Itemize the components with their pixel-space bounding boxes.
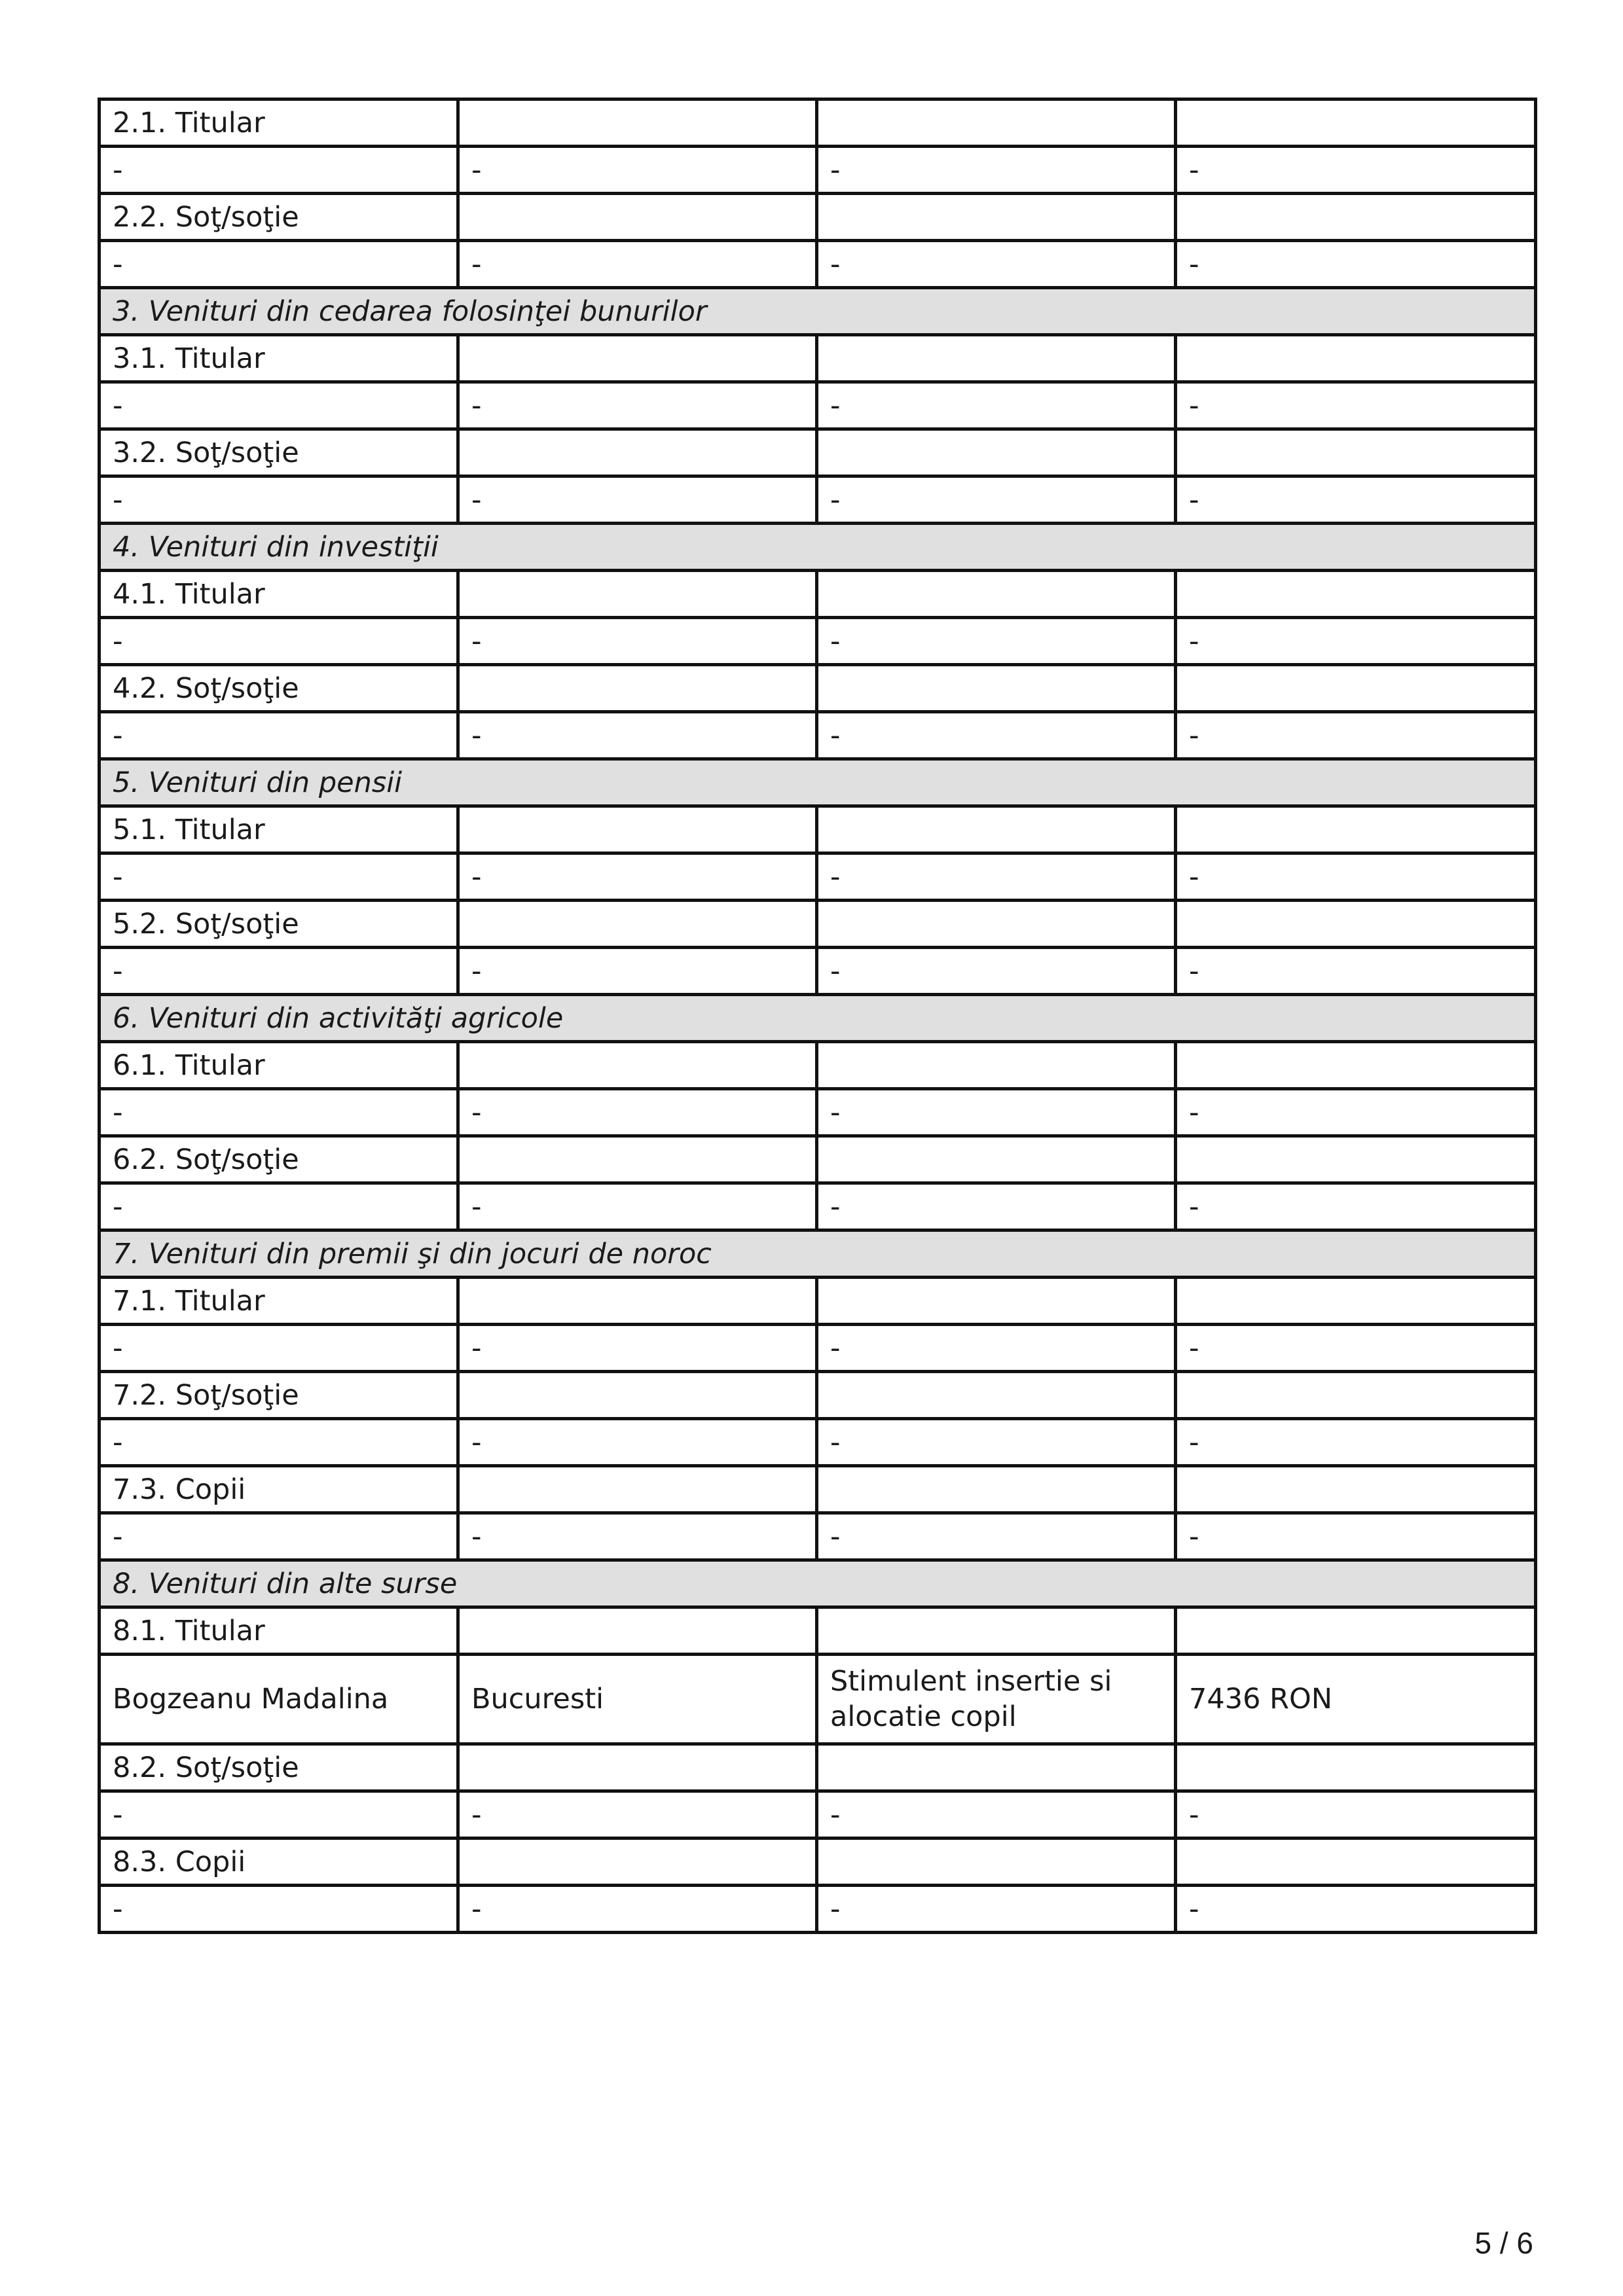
- table-cell: -: [458, 1325, 817, 1372]
- table-cell: -: [817, 1089, 1176, 1136]
- table-cell: -: [458, 147, 817, 194]
- subsection-label: 7.1. Titular: [100, 1278, 458, 1325]
- empty-cell: [817, 665, 1176, 712]
- subsection-label: 6.1. Titular: [100, 1042, 458, 1089]
- table-cell: -: [1176, 1419, 1536, 1466]
- empty-cell: [458, 901, 817, 948]
- table-cell: -: [817, 476, 1176, 524]
- subsection-label: 2.1. Titular: [100, 99, 458, 147]
- empty-cell: [817, 194, 1176, 241]
- table-cell: -: [100, 1325, 458, 1372]
- table-cell: -: [458, 1183, 817, 1230]
- empty-cell: [1176, 665, 1536, 712]
- section-header-row: [100, 288, 1536, 335]
- table-cell: Bucuresti: [458, 1655, 817, 1744]
- empty-cell: [1176, 571, 1536, 618]
- empty-cell: [817, 99, 1176, 147]
- section-header-row: [100, 1560, 1536, 1607]
- table-cell: -: [817, 241, 1176, 288]
- table-row: [100, 853, 1536, 901]
- subsection-label: 8.1. Titular: [100, 1607, 458, 1655]
- table-cell: -: [458, 1791, 817, 1839]
- section-title: 5. Venituri din pensii: [100, 759, 1536, 806]
- empty-cell: [458, 99, 817, 147]
- empty-cell: [817, 335, 1176, 382]
- table-row: [100, 1419, 1536, 1466]
- table-cell: -: [1176, 382, 1536, 429]
- empty-cell: [1176, 1042, 1536, 1089]
- table-cell: -: [1176, 1089, 1536, 1136]
- empty-cell: [458, 1042, 817, 1089]
- table-cell: -: [1176, 241, 1536, 288]
- section-title: 6. Venituri din activităţi agricole: [100, 995, 1536, 1042]
- section-title: 3. Venituri din cedarea folosinţei bunurilor: [100, 288, 1536, 335]
- table-cell: -: [100, 382, 458, 429]
- empty-cell: [1176, 335, 1536, 382]
- table-cell: -: [458, 712, 817, 759]
- subsection-label-row: [100, 429, 1536, 476]
- subsection-label-row: [100, 1744, 1536, 1791]
- table-row: [100, 1325, 1536, 1372]
- table-cell: -: [817, 1513, 1176, 1560]
- empty-cell: [458, 806, 817, 853]
- table-cell: -: [458, 1886, 817, 1933]
- subsection-label-row: [100, 1607, 1536, 1655]
- empty-cell: [817, 806, 1176, 853]
- table-cell: -: [100, 1089, 458, 1136]
- table-cell: Stimulent insertie si alocatie copil: [817, 1655, 1176, 1744]
- table-cell: -: [100, 853, 458, 901]
- empty-cell: [817, 1372, 1176, 1419]
- subsection-label: 7.3. Copii: [100, 1466, 458, 1513]
- table-row: [100, 618, 1536, 665]
- table-row: [100, 948, 1536, 995]
- subsection-label-row: [100, 1278, 1536, 1325]
- table-row: [100, 241, 1536, 288]
- table-cell: -: [458, 476, 817, 524]
- table-cell: -: [100, 1886, 458, 1933]
- table-cell: -: [458, 618, 817, 665]
- empty-cell: [1176, 1744, 1536, 1791]
- table-cell: -: [100, 1513, 458, 1560]
- empty-cell: [458, 571, 817, 618]
- subsection-label: 4.1. Titular: [100, 571, 458, 618]
- subsection-label: 5.2. Soţ/soţie: [100, 901, 458, 948]
- subsection-label-row: [100, 1136, 1536, 1183]
- empty-cell: [1176, 901, 1536, 948]
- subsection-label: 2.2. Soţ/soţie: [100, 194, 458, 241]
- subsection-label: 4.2. Soţ/soţie: [100, 665, 458, 712]
- empty-cell: [817, 1839, 1176, 1886]
- empty-cell: [1176, 194, 1536, 241]
- empty-cell: [458, 194, 817, 241]
- section-header-row: [100, 524, 1536, 571]
- table-cell: -: [1176, 618, 1536, 665]
- empty-cell: [1176, 1466, 1536, 1513]
- section-title: 7. Venituri din premii şi din jocuri de noroc: [100, 1230, 1536, 1278]
- subsection-label: 6.2. Soţ/soţie: [100, 1136, 458, 1183]
- table-cell: -: [817, 1183, 1176, 1230]
- table-cell: -: [817, 853, 1176, 901]
- income-table-body: [100, 99, 1536, 1933]
- subsection-label-row: [100, 1372, 1536, 1419]
- table-cell: -: [817, 382, 1176, 429]
- table-cell: -: [458, 1419, 817, 1466]
- empty-cell: [817, 901, 1176, 948]
- section-header-row: [100, 1230, 1536, 1278]
- table-cell: -: [458, 948, 817, 995]
- empty-cell: [1176, 429, 1536, 476]
- table-cell: -: [1176, 712, 1536, 759]
- table-cell: -: [1176, 1886, 1536, 1933]
- empty-cell: [817, 1042, 1176, 1089]
- empty-cell: [1176, 1372, 1536, 1419]
- empty-cell: [458, 1466, 817, 1513]
- table-row: [100, 382, 1536, 429]
- table-cell: -: [458, 241, 817, 288]
- empty-cell: [817, 1466, 1176, 1513]
- section-header-row: [100, 759, 1536, 806]
- empty-cell: [458, 1839, 817, 1886]
- table-cell: -: [817, 1325, 1176, 1372]
- empty-cell: [817, 571, 1176, 618]
- page-number: 5 / 6: [1474, 2226, 1533, 2260]
- table-cell: -: [1176, 948, 1536, 995]
- table-cell: -: [817, 1419, 1176, 1466]
- empty-cell: [458, 665, 817, 712]
- table-row: [100, 1089, 1536, 1136]
- table-cell: -: [1176, 1791, 1536, 1839]
- empty-cell: [1176, 806, 1536, 853]
- section-title: 4. Venituri din investiţii: [100, 524, 1536, 571]
- table-cell: -: [817, 1791, 1176, 1839]
- subsection-label-row: [100, 665, 1536, 712]
- subsection-label: 3.2. Soţ/soţie: [100, 429, 458, 476]
- subsection-label-row: [100, 335, 1536, 382]
- subsection-label-row: [100, 571, 1536, 618]
- subsection-label-row: [100, 806, 1536, 853]
- subsection-label: 5.1. Titular: [100, 806, 458, 853]
- table-cell: -: [817, 618, 1176, 665]
- empty-cell: [1176, 1136, 1536, 1183]
- table-cell: -: [100, 948, 458, 995]
- table-row: [100, 1655, 1536, 1744]
- empty-cell: [817, 1278, 1176, 1325]
- section-title: 8. Venituri din alte surse: [100, 1560, 1536, 1607]
- table-cell: -: [100, 241, 458, 288]
- table-cell: -: [458, 1513, 817, 1560]
- table-row: [100, 1513, 1536, 1560]
- table-row: [100, 1791, 1536, 1839]
- empty-cell: [817, 1136, 1176, 1183]
- subsection-label: 7.2. Soţ/soţie: [100, 1372, 458, 1419]
- table-row: [100, 1886, 1536, 1933]
- income-table: [98, 98, 1537, 1934]
- subsection-label-row: [100, 901, 1536, 948]
- subsection-label: 8.3. Copii: [100, 1839, 458, 1886]
- table-cell: -: [1176, 1325, 1536, 1372]
- table-cell: -: [458, 1089, 817, 1136]
- table-cell: -: [1176, 147, 1536, 194]
- empty-cell: [458, 1372, 817, 1419]
- table-cell: Bogzeanu Madalina: [100, 1655, 458, 1744]
- subsection-label-row: [100, 99, 1536, 147]
- table-cell: -: [100, 147, 458, 194]
- empty-cell: [458, 429, 817, 476]
- table-cell: -: [1176, 1183, 1536, 1230]
- table-cell: -: [100, 1791, 458, 1839]
- table-row: [100, 147, 1536, 194]
- subsection-label-row: [100, 194, 1536, 241]
- subsection-label: 8.2. Soţ/soţie: [100, 1744, 458, 1791]
- empty-cell: [1176, 1839, 1536, 1886]
- empty-cell: [1176, 99, 1536, 147]
- empty-cell: [458, 1136, 817, 1183]
- table-cell: -: [100, 1419, 458, 1466]
- table-row: [100, 712, 1536, 759]
- empty-cell: [817, 1607, 1176, 1655]
- subsection-label: 3.1. Titular: [100, 335, 458, 382]
- table-cell: -: [100, 618, 458, 665]
- table-cell: -: [817, 1886, 1176, 1933]
- table-row: [100, 476, 1536, 524]
- table-cell: -: [817, 948, 1176, 995]
- table-cell: -: [1176, 1513, 1536, 1560]
- table-cell: -: [458, 382, 817, 429]
- table-row: [100, 1183, 1536, 1230]
- empty-cell: [817, 429, 1176, 476]
- table-cell: -: [817, 147, 1176, 194]
- empty-cell: [458, 1607, 817, 1655]
- table-cell: -: [1176, 853, 1536, 901]
- empty-cell: [458, 1278, 817, 1325]
- subsection-label-row: [100, 1466, 1536, 1513]
- empty-cell: [1176, 1278, 1536, 1325]
- table-cell: -: [100, 712, 458, 759]
- table-cell: -: [100, 1183, 458, 1230]
- empty-cell: [817, 1744, 1176, 1791]
- subsection-label-row: [100, 1042, 1536, 1089]
- empty-cell: [458, 1744, 817, 1791]
- table-cell: -: [817, 712, 1176, 759]
- table-cell: 7436 RON: [1176, 1655, 1536, 1744]
- table-cell: -: [458, 853, 817, 901]
- subsection-label-row: [100, 1839, 1536, 1886]
- section-header-row: [100, 995, 1536, 1042]
- table-cell: -: [1176, 476, 1536, 524]
- empty-cell: [458, 335, 817, 382]
- table-cell: -: [100, 476, 458, 524]
- empty-cell: [1176, 1607, 1536, 1655]
